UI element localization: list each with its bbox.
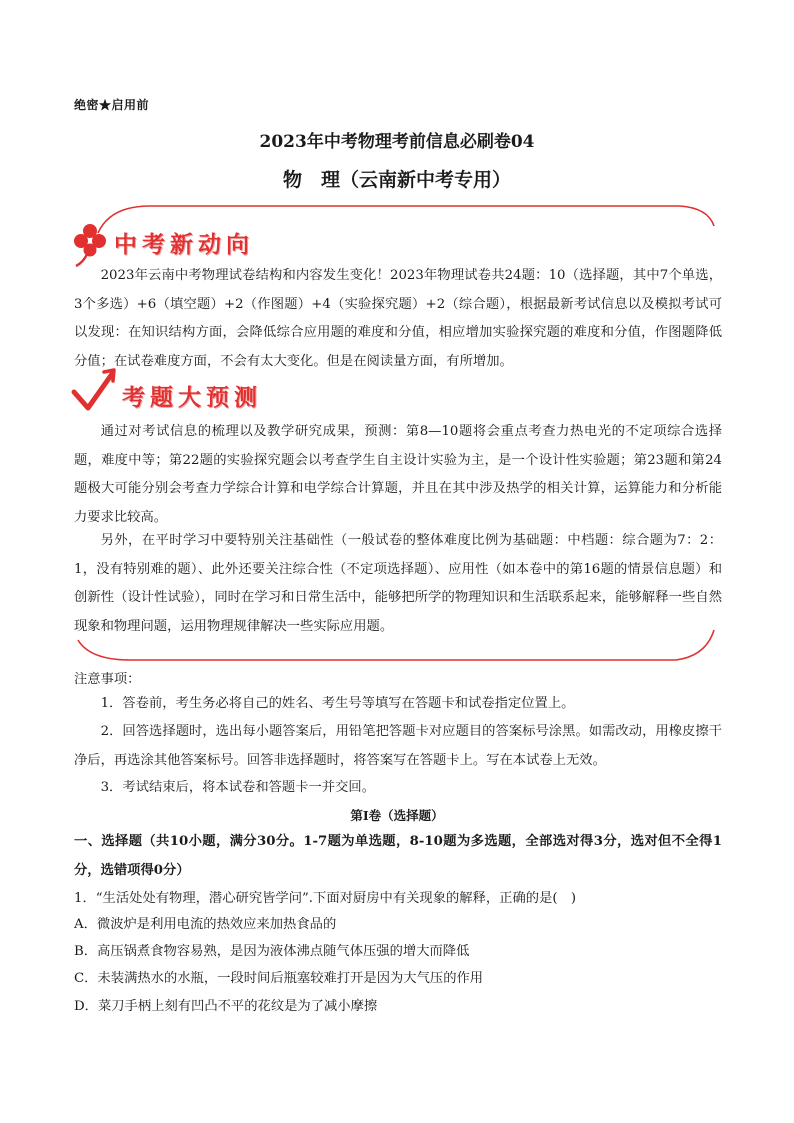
prediction-paragraph-2: 另外，在平时学习中要特别关注基础性（一般试卷的整体难度比例为基础题：中档题：综合题为7：2：1，没有特别难的题）、此外还要关注综合性（不定项选择题）、应用性（如本卷中的第16题的情景信息题）和创新性（设计性试验），同时在学习和日常生活中，能够把所学的物理知识和生活联系起来，能够解释一些自然现象和物理问题，运用物理规律解决一些实际应用题。 (74, 533, 722, 634)
question-1-option-d: D．菜刀手柄上刻有凹凸不平的花纹是为了减小摩擦 (74, 999, 378, 1014)
clover-icon (74, 224, 106, 266)
prediction-paragraph-1: 通过对考试信息的梳理以及教学研究成果，预测：第8—10题将会重点考查力热电光的不定项综合选择题，难度中等；第22题的实验探究题会以考查学生自主设计实验为主，是一个设计性实验题；第23题和第24题极大可能分别会考查力学综合计算和电学综合计算题，并且在其中涉及热学的相关计算，运算能力和分析能力要求比较高。 (74, 424, 722, 525)
trend-paragraph: 2023年云南中考物理试卷结构和内容发生变化！2023年物理试卷共24题：10（选择题，其中7个单选，3个多选）+6（填空题）+2（作图题）+4（实验探究题）+2（综合题），根据最新考试信息以及模拟考试可以发现：在知识结构方面，会降低综合应用题的难度和分值，相应增加实验探究题的难度和分值，作图题降低分值；在试卷难度方面，不会有太大变化。但是在阅读量方面，有所增加。 (74, 268, 722, 369)
trend-heading: 中考新动向 (114, 232, 254, 258)
page-title: 2023年中考物理考前信息必刷卷04 (259, 132, 535, 152)
question-1-option-b: B．高压锅煮食物容易熟，是因为液体沸点随气体压强的增大而降低 (74, 944, 470, 959)
prediction-heading: 考题大预测 (122, 385, 262, 411)
secret-label: 绝密★启用前 (74, 98, 150, 112)
question-1-stem: 1．“生活处处有物理，潜心研究皆学问”.下面对厨房中有关现象的解释，正确的是( ) (74, 891, 577, 906)
question-1-option-c: C．未装满热水的水瓶，一段时间后瓶塞较难打开是因为大气压的作用 (74, 971, 484, 986)
note-item-1: 1．答卷前，考生务必将自己的姓名、考生号等填写在答题卡和试卷指定位置上。 (100, 696, 575, 711)
question-1-option-a: A．微波炉是利用电流的热效应来加热食品的 (74, 917, 337, 932)
section-title: 第Ⅰ卷（选择题） (350, 808, 444, 823)
notes-heading: 注意事项： (74, 672, 141, 687)
page-subtitle: 物 理（云南新中考专用） (282, 169, 511, 191)
note-item-3: 3．考试结束后，将本试卷和答题卡一并交回。 (100, 780, 375, 795)
note-item-2: 2．回答选择题时，选出每小题答案后，用铅笔把答题卡对应题目的答案标号涂黑。如需改动，用橡皮擦干净后，再选涂其他答案标号。回答非选择题时，将答案写在答题卡上。写在本试卷上无效。 (74, 724, 722, 768)
part-title: 一、选择题（共10小题，满分30分。1-7题为单选题，8-10题为多选题，全部选对得3分，选对但不全得1分，选错项得0分） (74, 834, 722, 878)
